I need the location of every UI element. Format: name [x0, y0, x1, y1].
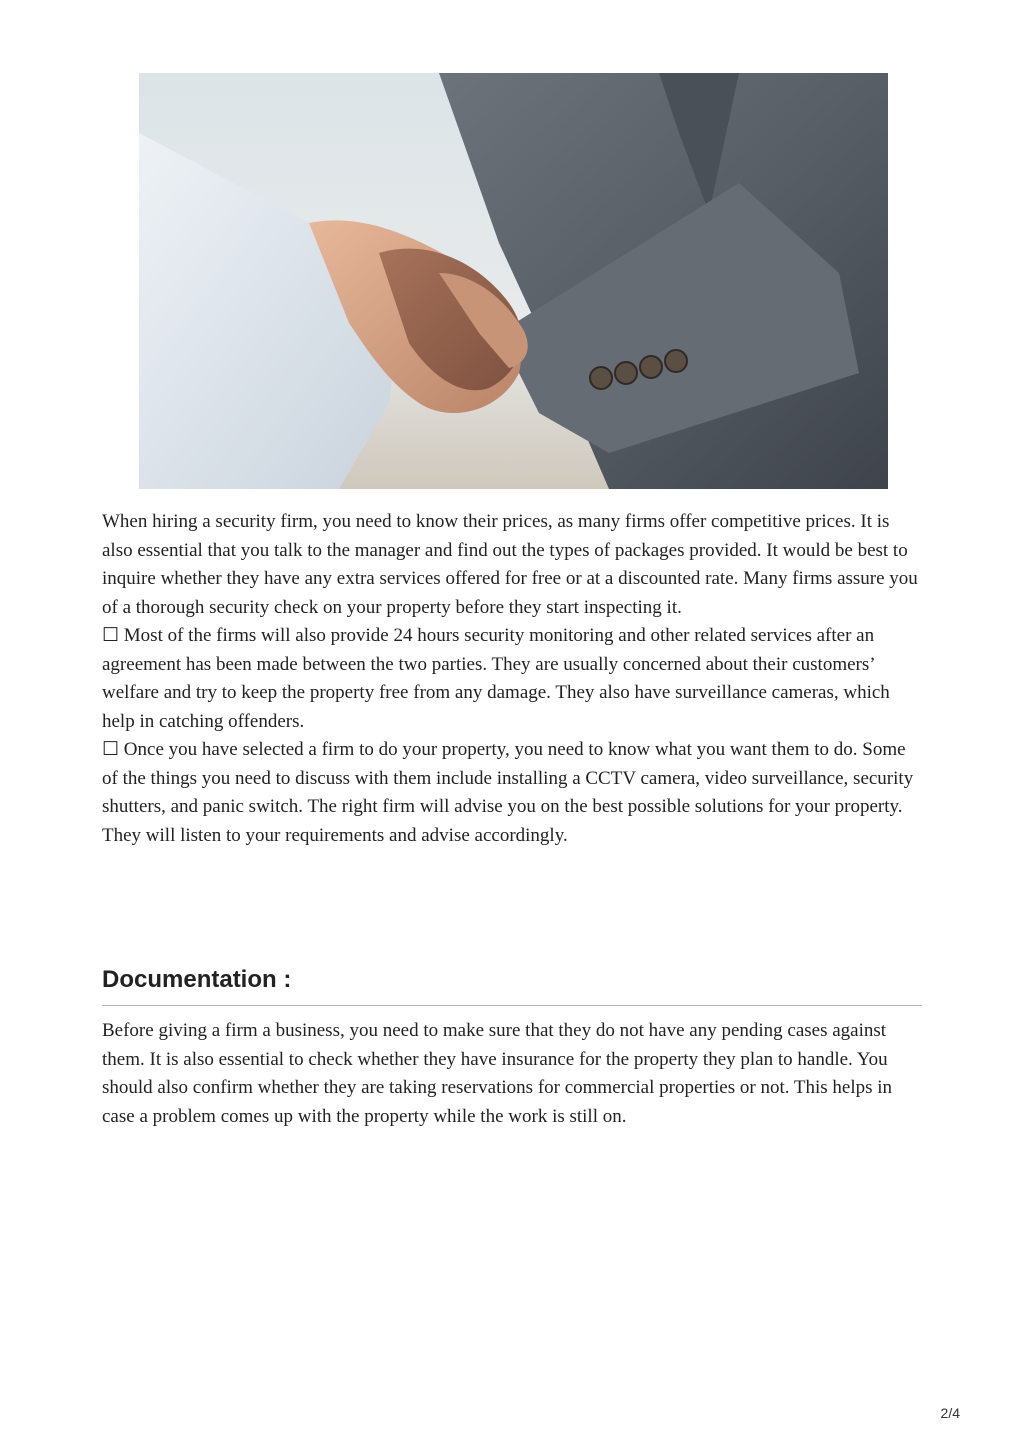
- intro-text: [102, 508, 922, 850]
- paragraph-documentation: Before giving a firm a business, you need to make sure that they do not have any pending cases against them. It is also essential to check whether they have insurance for the property they plan to handle. You should also confirm whether they are taking reservations for commercial properties or not. This helps in case a problem comes up with the property while the work is still on.: [102, 1020, 893, 1127]
- section-documentation: [102, 1017, 922, 1131]
- paragraph-pricing: When hiring a security firm, you need to know their prices, as many firms offer competitive prices. It is also essential that you talk to the manager and find out the types of packages provided. It would be best to inquire whether they have any extra services offered for free or at a discounted rate. Many firms assure you of a thorough security check on your property before they start inspecting it.: [102, 511, 918, 618]
- paragraph-requirements: ☐ Once you have selected a firm to do your property, you need to know what you want them to do. Some of the things you need to discuss with them include installing a CCTV camera, video surveillance, security shutters, and panic switch. The right firm will advise you on the best possible solutions for your property. They will listen to your requirements and advise accordingly.: [102, 739, 914, 846]
- handshake-photo: [139, 73, 888, 489]
- handshake-illustration: [139, 73, 888, 489]
- page-number: 2/4: [940, 1405, 960, 1421]
- section-heading-documentation: Documentation :: [102, 966, 292, 993]
- section-intro: [102, 508, 922, 850]
- heading-divider: [102, 1005, 922, 1006]
- paragraph-monitoring: ☐ Most of the firms will also provide 24 hours security monitoring and other related services after an agreement has been made between the two parties. They are usually concerned about their customers’ welfare and try to keep the property free from any damage. They also have surveillance cameras, which help in catching offenders.: [102, 625, 890, 732]
